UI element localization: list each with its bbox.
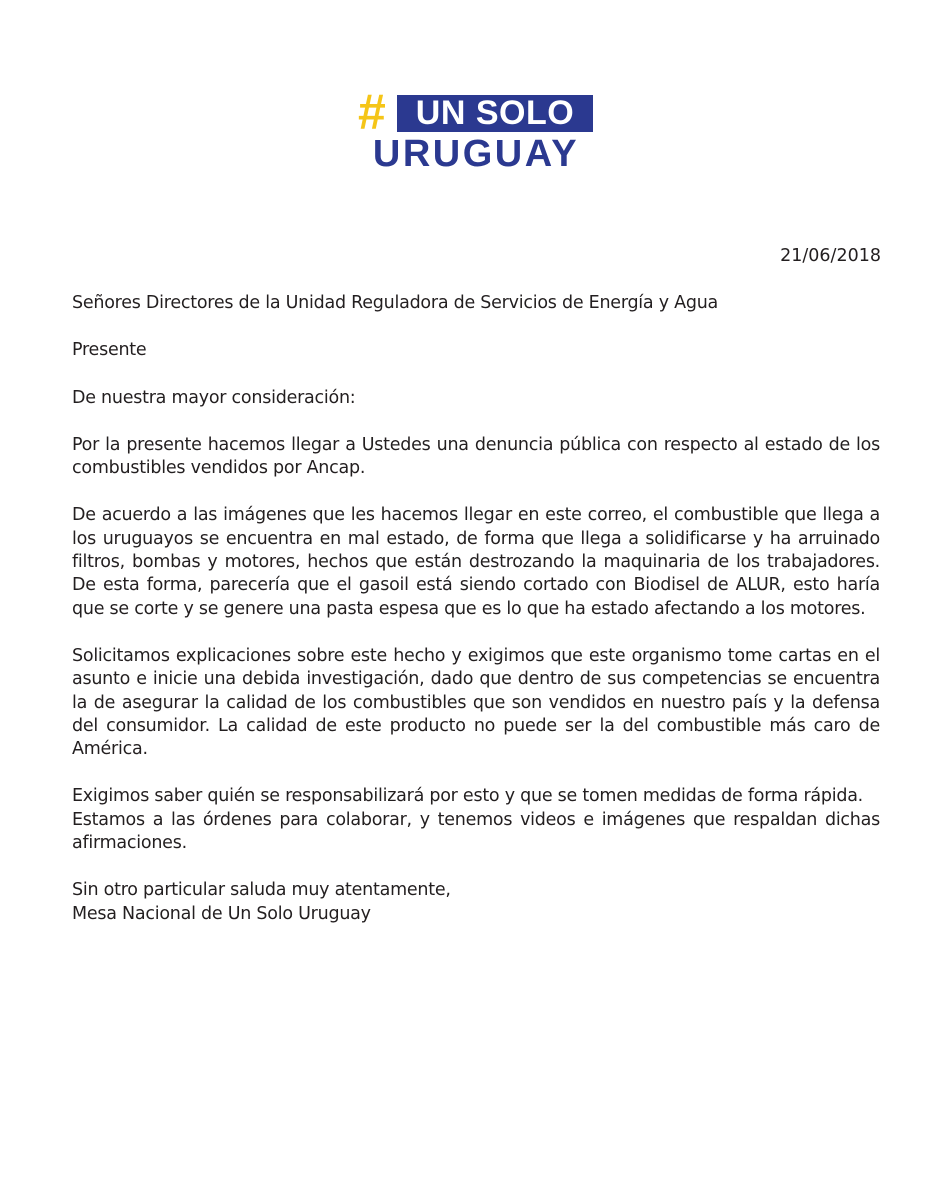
letter-paragraph: Solicitamos explicaciones sobre este hecho y exigimos que este organismo tome cartas en el asunto e inicie una debida investigación, dado que dentro de sus competencias se encuentra la de asegurar la calidad de los combustibles que son vendidos en nuestro país y la defensa del consumidor. La calidad de este producto no puede ser la del combustible más caro de América. [72,645,880,760]
letter-paragraph: Por la presente hacemos llegar a Ustedes una denuncia pública con respecto al estado de los combustibles vendidos por Ancap. [72,434,880,479]
logo-hash-symbol: # [358,84,386,140]
letter-paragraph: Estamos a las órdenes para colaborar, y tenemos videos e imágenes que respaldan dichas afirmaciones. [72,809,880,854]
letter-signature: Mesa Nacional de Un Solo Uruguay [72,903,371,924]
letter-closing: Sin otro particular saluda muy atentamente, [72,880,451,901]
letter-presente: Presente [72,340,147,361]
logo-un-solo-box: UN SOLO [397,95,593,132]
letter-body [72,292,880,926]
logo-uruguay-text: URUGUAY [372,133,580,175]
letter-addressee: Señores Directores de la Unidad Reguladora de Servicios de Energía y Agua [72,293,719,313]
letter-paragraph: Exigimos saber quién se responsabilizará por esto y que se tomen medidas de forma rápida. [72,786,863,807]
letter-date: 21/06/2018 [780,246,881,266]
un-solo-uruguay-logo [356,84,596,180]
letter-greeting: De nuestra mayor consideración: [72,387,356,408]
letter-paragraph: De acuerdo a las imágenes que les hacemos llegar en este correo, el combustible que llega a los uruguayos se encuentra en mal estado, de forma que llega a solidificarse y ha arruinado filtros, bombas y motores, hechos que están destrozando la maquinaria de los trabajadores. De esta forma, parecería que el gasoil está siendo cortado con Biodisel de ALUR, esto haría que se corte y se genere una pasta espesa que es lo que ha estado afectando a los motores. [72,505,880,619]
